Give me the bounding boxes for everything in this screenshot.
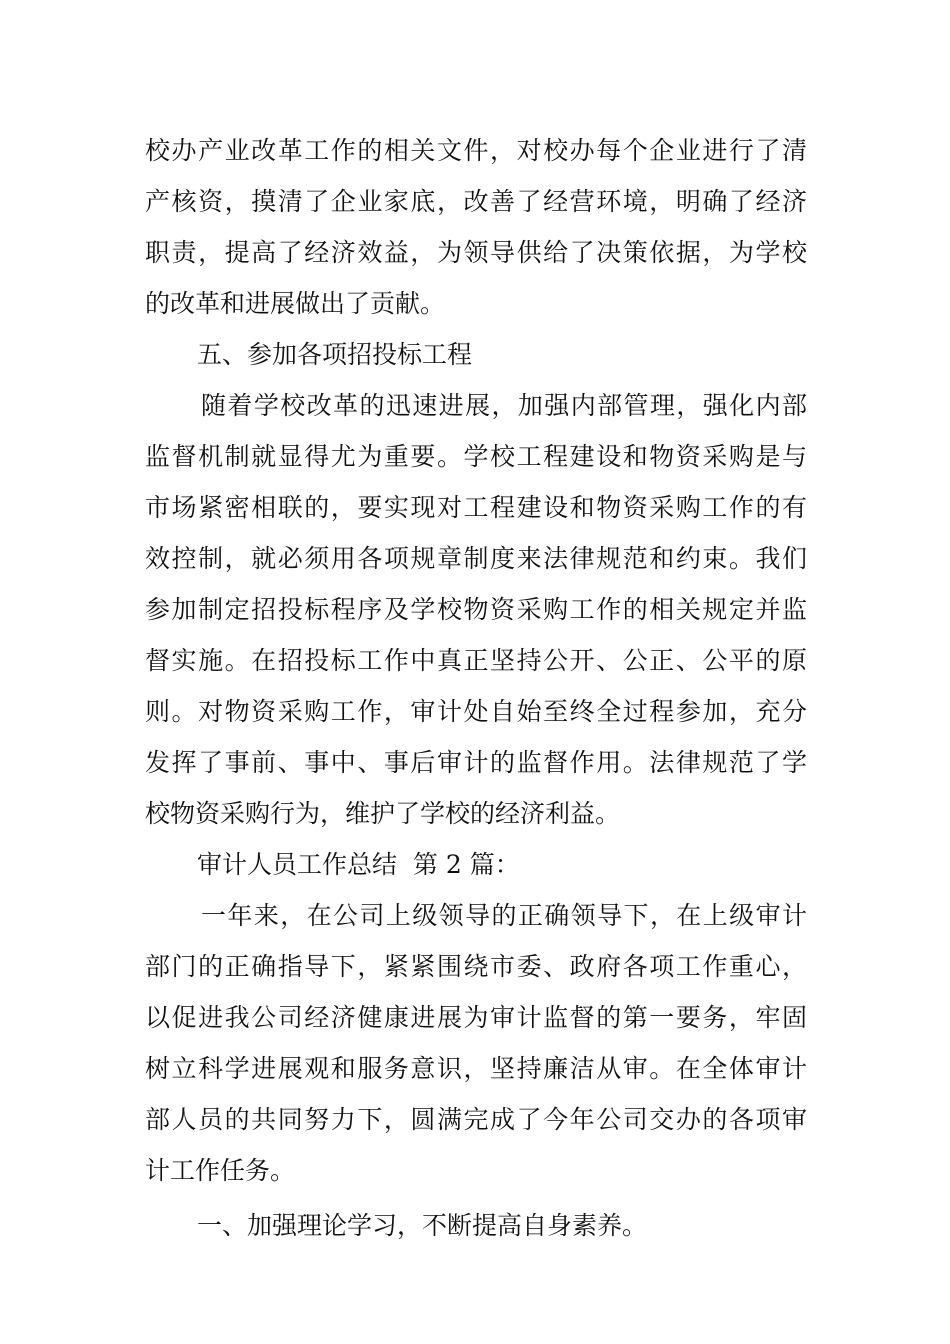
paragraph-line: 以促进我公司经济健康进展为审计监督的第一要务，牢固: [145, 1003, 807, 1032]
paragraph-line: 参加制定招投标程序及学校物资采购工作的相关规定并监: [145, 595, 807, 624]
paragraph-line: 树立科学进展观和服务意识，坚持廉洁从审。在全体审计: [145, 1054, 807, 1083]
paragraph-line: 监督机制就显得尤为重要。学校工程建设和物资采购是与: [145, 442, 807, 471]
section-heading: 五、参加各项招投标工程: [197, 340, 473, 369]
paragraph-line: 则。对物资采购工作，审计处自始至终全过程参加，充分: [145, 697, 807, 726]
paragraph-line: 部人员的共同努力下，圆满完成了今年公司交办的各项审: [145, 1105, 807, 1134]
section-heading: 一、加强理论学习，不断提高自身素养。: [197, 1211, 648, 1240]
document-body: [145, 125, 807, 1251]
paragraph-line: 随着学校改革的迅速进展，加强内部管理，强化内部: [201, 391, 807, 420]
paragraph-line: 校物资采购行为，维护了学校的经济利益。: [145, 799, 621, 828]
paragraph-line: 一年来，在公司上级领导的正确领导下，在上级审计: [201, 901, 807, 930]
paragraph-line: 产核资，摸清了企业家底，改善了经营环境，明确了经济: [145, 187, 807, 216]
paragraph-line: 市场紧密相联的，要实现对工程建设和物资采购工作的有: [145, 493, 807, 522]
article-heading: 审计人员工作总结 第 2 篇：: [197, 850, 520, 879]
paragraph-line: 的改革和进展做出了贡献。: [145, 289, 446, 318]
paragraph-line: 计工作任务。: [145, 1156, 296, 1185]
paragraph-line: 部门的正确指导下，紧紧围绕市委、政府各项工作重心，: [145, 952, 807, 981]
paragraph-line: 督实施。在招投标工作中真正坚持公开、公正、公平的原: [145, 646, 807, 675]
paragraph-line: 职责，提高了经济效益，为领导供给了决策依据，为学校: [145, 238, 807, 267]
paragraph-line: 校办产业改革工作的相关文件，对校办每个企业进行了清: [145, 136, 807, 165]
paragraph-line: 发挥了事前、事中、事后审计的监督作用。法律规范了学: [145, 748, 807, 777]
paragraph-line: 效控制，就必须用各项规章制度来法律规范和约束。我们: [145, 544, 807, 573]
